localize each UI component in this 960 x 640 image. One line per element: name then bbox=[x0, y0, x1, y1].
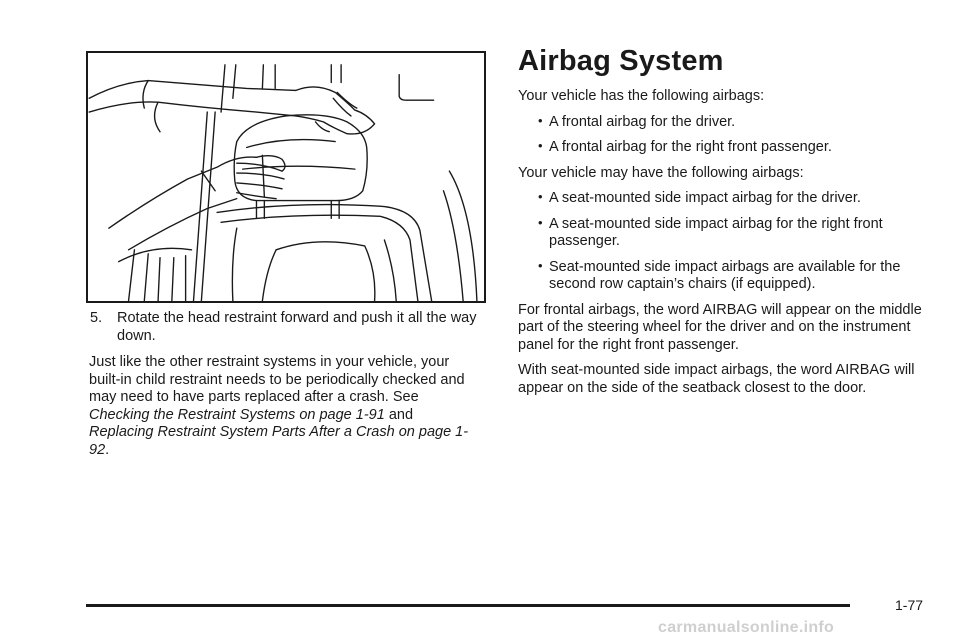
frontal-airbag-paragraph: For frontal airbags, the word AIRBAG will appear on the middle part of the steering wheel for the driver and on the instrument panel for the right front passenger. bbox=[518, 301, 922, 353]
watermark: carmanualsonline.info bbox=[658, 619, 835, 636]
list-item: • Seat-mounted side impact airbags are available for the second row captain’s chairs (if equipped). bbox=[538, 257, 901, 292]
bullet-icon: • bbox=[538, 138, 543, 153]
para-text-2: and bbox=[384, 406, 414, 423]
maintenance-paragraph bbox=[89, 354, 481, 459]
bullet-icon: • bbox=[538, 214, 543, 230]
airbags-intro: Your vehicle has the following airbags: bbox=[518, 88, 765, 104]
optional-airbag-list bbox=[518, 190, 938, 294]
section-title: Airbag System bbox=[518, 45, 724, 77]
list-item: • A frontal airbag for the driver. bbox=[538, 112, 736, 130]
cross-reference-link-replacing[interactable]: Replacing Restraint System Parts After a Crash on page 1-92 bbox=[89, 424, 469, 458]
para-text-3: . bbox=[105, 441, 110, 458]
instruction-step bbox=[89, 310, 481, 345]
standard-airbag-list bbox=[518, 114, 938, 157]
bullet-icon: • bbox=[538, 189, 543, 204]
para-text-1: Just like the other restraint systems in your vehicle, your built-in child restraint needs to be periodically checked and may need to have parts replaced after a crash. See bbox=[89, 354, 465, 405]
step-number: 5. bbox=[90, 310, 103, 326]
head-restraint-illustration bbox=[86, 51, 486, 303]
side-airbag-paragraph: With seat-mounted side impact airbags, the word AIRBAG will appear on the side of the seatback closest to the door. bbox=[518, 362, 915, 396]
step-text: Rotate the head restraint forward and push it all the way down. bbox=[117, 310, 477, 344]
list-item: • A seat-mounted side impact airbag for the driver. bbox=[538, 189, 861, 206]
bullet-icon: • bbox=[538, 257, 543, 273]
bullet-icon: • bbox=[538, 112, 543, 128]
footer-rule bbox=[86, 604, 850, 607]
list-item: • A frontal airbag for the right front passenger. bbox=[538, 138, 832, 155]
optional-airbags-intro: Your vehicle may have the following airbags: bbox=[518, 164, 804, 181]
left-column bbox=[89, 310, 481, 459]
list-item: • A seat-mounted side impact airbag for the right front passenger. bbox=[538, 214, 883, 249]
head-restraint-drawing bbox=[88, 53, 484, 301]
right-column bbox=[518, 44, 938, 405]
cross-reference-link-checking[interactable]: Checking the Restraint Systems on page 1-91 bbox=[89, 406, 385, 423]
page-number: 1-77 bbox=[895, 597, 924, 613]
